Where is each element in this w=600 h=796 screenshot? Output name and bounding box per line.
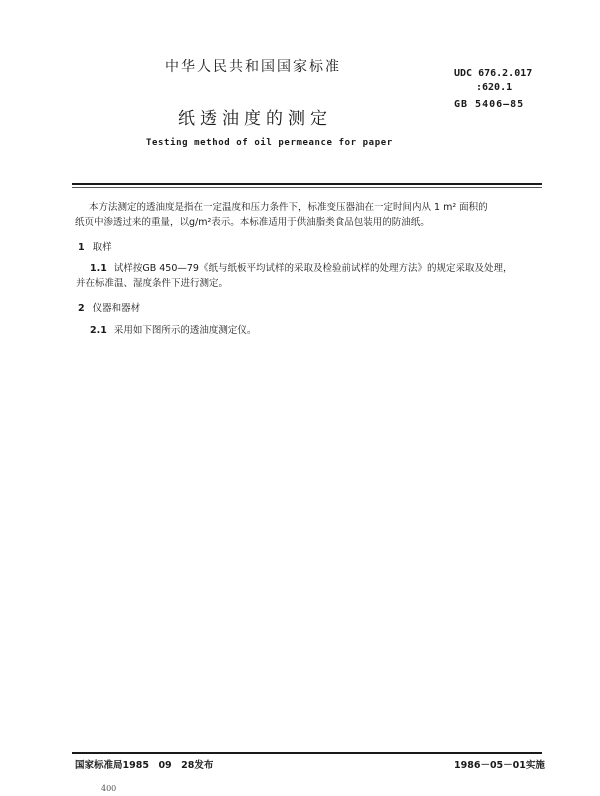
footer-rule (72, 752, 542, 754)
document-title: 纸透油度的测定 (178, 109, 332, 129)
clause-1-1-line1 (90, 261, 512, 277)
intro-paragraph-line2: 纸页中渗透过来的重量，以g/m²表示。本标准适用于供油脂类食品包装用的防油纸。 (75, 217, 430, 228)
header-rule-thick (72, 183, 542, 185)
header-rule-thin (72, 187, 542, 188)
clause-1-1-text: 试样按GB 450—79《纸与纸板平均试样的采取及检验前试样的处理方法》的规定采取及处理， (113, 263, 513, 274)
section-1-title: 取样 (92, 242, 112, 253)
section-1-heading (78, 239, 112, 253)
clause-2-1-number: 2.1 (90, 325, 107, 336)
clause-2-1-text: 采用如下图所示的透油度测定仪。 (113, 325, 257, 336)
english-title: Testing method of oil permeance for paper (146, 138, 393, 148)
clause-2-1 (90, 323, 256, 339)
udc-code-line1: UDC 676.2.017 (454, 68, 533, 79)
section-2-heading (78, 300, 140, 314)
gb-code: GB 5406—85 (454, 99, 525, 110)
section-1-number: 1 (78, 242, 85, 253)
standard-title: 中华人民共和国国家标准 (165, 59, 341, 75)
issue-date: 国家标准局1985 09 28发布 (75, 760, 214, 771)
section-2-title: 仪器和器材 (92, 303, 141, 314)
section-2-number: 2 (78, 303, 85, 314)
clause-1-1-number: 1.1 (90, 263, 107, 274)
clause-1-1-line2: 并在标准温、湿度条件下进行测定。 (76, 278, 229, 289)
effective-date: 1986－05－01实施 (454, 760, 545, 771)
page-number: 400 (101, 784, 117, 793)
intro-paragraph-line1: 本方法测定的透油度是指在一定温度和压力条件下，标准变压器油在一定时间内从 1 m² 面积的 (89, 202, 488, 213)
udc-code-line2: :620.1 (476, 82, 513, 93)
